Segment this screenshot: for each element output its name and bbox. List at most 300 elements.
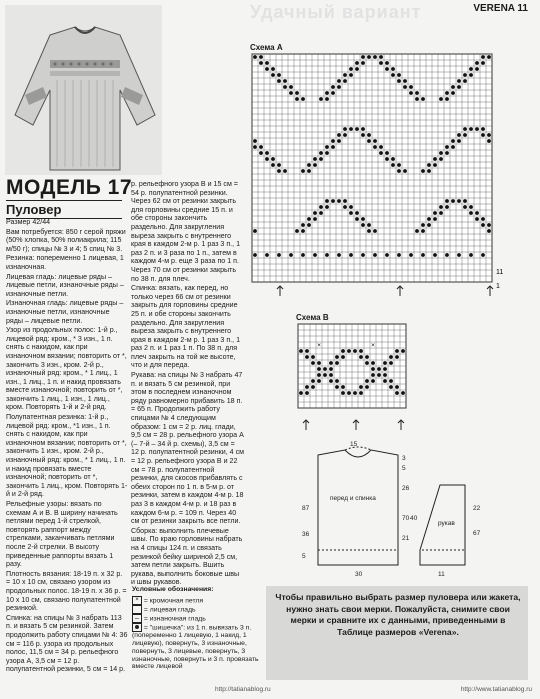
bobble-stitch [383, 367, 387, 371]
dim-shoulder: 3 [402, 455, 406, 462]
bobble-stitch [395, 355, 399, 359]
bobble-stitch [259, 145, 263, 149]
bobble-stitch [259, 151, 263, 155]
bobble-stitch [371, 379, 375, 383]
instructions-column-2 [131, 180, 244, 588]
bobble-stitch [457, 85, 461, 89]
bobble-stitch [397, 79, 401, 83]
bobble-stitch [481, 223, 485, 227]
front-continued-paragraph: р. рельефного узора В и 15 см = 54 р. полупатентной резинки. Через 62 см от резинки закрыть для горловины средние 15 п. и обе стороны закончить раздельно. Для закругления выреза закрыть с внутреннего края в каждом 2-м р. 1 раз 3 п., 1 раз 2 п. и 3 раза по 1 п., затем в каждом 4-м р. еще 3 раза по 1 п. Через 70 см от резинки закрыть по 38 п. для плеч. [131, 180, 241, 283]
bobble-stitch [349, 73, 353, 77]
cross-stitch: × [317, 341, 321, 349]
bobble-stitch [355, 61, 359, 65]
gauge-paragraph: Плотность вязания: 18-19 п. x 32 р. = 10 x 10 см, связано узором из продольных полос. 18-19 п. x 36 р. = 10 x 10 см, связано полупатентной резинкой. [6, 569, 127, 613]
bobble-stitch [355, 217, 359, 221]
bobble-stitch [433, 211, 437, 215]
dim-neck-depth: 5 [402, 465, 406, 472]
bobble-stitch [389, 361, 393, 365]
bobble-stitch [391, 157, 395, 161]
bobble-stitch [421, 169, 425, 173]
bobble-stitch [445, 199, 449, 203]
relief-patterns-paragraph: Рельефные узоры: вязать по схемам А и В. В ширину начинать петлями перед 1-й стрелкой, повторять раппорт между стрелками, заканчивать петлями после 2-й стрелки. В высоту приведенные раппорты вязать 1 разу. [6, 500, 118, 569]
bobble-stitch [439, 151, 443, 155]
bobble-stitch [397, 73, 401, 77]
bobble-stitch [391, 73, 395, 77]
bobble-stitch [341, 385, 345, 389]
bobble-stitch [289, 85, 293, 89]
dim-sleeve-lower: 67 [473, 530, 481, 537]
bobble-stitch [289, 253, 293, 257]
bobble-stitch [373, 229, 377, 233]
bobble-stitch [463, 79, 467, 83]
bobble-stitch [373, 145, 377, 149]
bobble-stitch [451, 139, 455, 143]
bobble-stitch [433, 253, 437, 257]
bobble-stitch [383, 373, 387, 377]
bobble-stitch [481, 253, 485, 257]
bobble-stitch [379, 151, 383, 155]
bobble-stitch [415, 229, 419, 233]
bobble-stitch [265, 61, 269, 65]
bobble-stitch [457, 133, 461, 137]
stripe-pattern-paragraph: Узор из продольных полос: 1-й р., лицевой ряд: кром., * 3 изн., 1 п. снять с накидом, как при изнаночном вязании; повторить от *, закончить 3 изн., кром. 2-й р., изнаночный ряд: кром., * 1 лиц., 1 изн., 1 лиц., 1 п. и накид провязать вместе изнаночной; повторить от *, закончить 1 лиц., 1 изн., 1 лиц., кром. Повторять 1-й и 2-й ряд. [6, 326, 127, 412]
bobble-stitch [451, 85, 455, 89]
legend [132, 586, 262, 671]
bobble-stitch [469, 205, 473, 209]
bobble-stitch [383, 361, 387, 365]
bobble-stitch [481, 55, 485, 59]
bobble-stitch [277, 79, 281, 83]
dim-sleeve-length: 40 [410, 515, 418, 522]
bobble-stitch [323, 367, 327, 371]
bobble-stitch [445, 253, 449, 257]
bobble-stitch [313, 217, 317, 221]
bobble-stitch [337, 133, 341, 137]
bobble-stitch [367, 55, 371, 59]
reverse-stockinette-paragraph: Изнаночная гладь: лицевые ряды – изнаночные петли, изнаночные ряды – лицевые петли. [6, 299, 124, 325]
dim-sleeve-upper: 22 [473, 505, 481, 512]
bobble-stitch [349, 205, 353, 209]
bobble-stitch [377, 373, 381, 377]
dim-yoke: 26 [402, 485, 410, 492]
pullover-illustration [5, 5, 162, 175]
back-paragraph: Спинка: на спицы № 3 набрать 113 п. и вязать 5 см резинкой. Затем продолжить работу спицами № 4: 36 см = 116 р. узора из продольных полос, 11,5 см = 34 р. рельефного узора А, 3,5 см = 12 р. полупатентной резинки, 5 см = 14 р. [6, 613, 128, 674]
bobble-stitch [415, 97, 419, 101]
bobble-stitch [283, 79, 287, 83]
bobble-stitch [481, 133, 485, 137]
bobble-stitch [361, 253, 365, 257]
bobble-stitch [421, 223, 425, 227]
edge-symbol: × [132, 596, 142, 605]
repeat-arrow [353, 420, 359, 430]
bobble-stitch [341, 349, 345, 353]
bobble-stitch [373, 139, 377, 143]
legend-item-edge: × = кромочная петля [132, 596, 262, 605]
bobble-stitch [359, 385, 363, 389]
bobble-stitch [427, 163, 431, 167]
bobble-stitch [445, 151, 449, 155]
bobble-stitch [427, 223, 431, 227]
pullover-photo [5, 5, 162, 175]
bobble-stitch [427, 217, 431, 221]
bobble-stitch [319, 97, 323, 101]
bobble-stitch [379, 145, 383, 149]
bobble-stitch [371, 361, 375, 365]
dim-stripes: 36 [302, 531, 310, 538]
bobble-stitch [401, 349, 405, 353]
bobble-stitch [331, 139, 335, 143]
model-subtitle: Пуловер [6, 200, 122, 219]
bobble-stitch [317, 367, 321, 371]
bobble-stitch [389, 385, 393, 389]
scheme-b-grid [296, 322, 426, 432]
bobble-stitch [469, 73, 473, 77]
bobble-stitch [469, 211, 473, 215]
purl-symbol: – [132, 614, 142, 623]
bobble-stitch [343, 133, 347, 137]
bobble-stitch [343, 205, 347, 209]
cross-stitch: × [371, 341, 375, 349]
scheme-a-grid [250, 52, 520, 298]
bobble-stitch [329, 373, 333, 377]
bobble-stitch [253, 145, 257, 149]
bobble-stitch [481, 61, 485, 65]
bobble-stitch [349, 211, 353, 215]
sleeve-label: рукав [438, 520, 455, 527]
bobble-stitch [451, 91, 455, 95]
bobble-stitch [445, 97, 449, 101]
bobble-stitch [457, 139, 461, 143]
bobble-stitch [265, 67, 269, 71]
bobble-stitch [439, 157, 443, 161]
bobble-symbol [132, 623, 142, 632]
bobble-stitch [337, 139, 341, 143]
bobble-stitch [319, 211, 323, 215]
bobble-stitch [445, 91, 449, 95]
bobble-stitch [487, 139, 491, 143]
bobble-stitch [359, 355, 363, 359]
bobble-stitch [325, 205, 329, 209]
bobble-stitch [265, 151, 269, 155]
bobble-stitch [487, 55, 491, 59]
section-heading: Удачный вариант [250, 2, 422, 22]
repeat-arrow [397, 286, 403, 296]
bobble-stitch [349, 253, 353, 257]
dim-cuff: 11 [438, 571, 445, 578]
bobble-stitch [305, 385, 309, 389]
bobble-stitch [463, 133, 467, 137]
bobble-stitch [265, 157, 269, 161]
bobble-stitch [385, 151, 389, 155]
size-note-box [266, 586, 528, 680]
bobble-stitch [487, 223, 491, 227]
scheme-a [250, 43, 520, 295]
bobble-stitch [409, 91, 413, 95]
bobble-stitch [313, 157, 317, 161]
bobble-stitch [355, 127, 359, 131]
bobble-stitch [361, 55, 365, 59]
bobble-stitch [289, 91, 293, 95]
bobble-stitch [367, 223, 371, 227]
bobble-stitch [451, 199, 455, 203]
bobble-stitch [283, 169, 287, 173]
bobble-stitch [271, 67, 275, 71]
legend-item-bobble: = "шишечка": из 1 п. вывязать 3 п. (попеременно 1 лицевую, 1 накид, 1 лицевую), повернуть, 3 изнаночные, повернуть, 3 лицевые, повернуть, 3 изнаночные, повернуть и 3 п. провязать вместе лицевой [132, 624, 259, 671]
legend-title: Условные обозначения: [132, 586, 214, 593]
bobble-stitch [395, 385, 399, 389]
bobble-stitch [253, 253, 257, 257]
bobble-stitch [331, 145, 335, 149]
bobble-stitch [329, 367, 333, 371]
bobble-stitch [397, 169, 401, 173]
bobble-stitch [335, 385, 339, 389]
back-paragraph-2: Спинка: вязать, как перед, но только через 66 см от резинки закрыть для горловины средние 25 п. и обе стороны закончить раздельно. Для закругления выреза закрыть с внутреннего края в каждом 2-м р. 1 раз 3 п., 1 раз 2 п. и 1 раз 1 п. По 38 п. для плеч закрыть на той же высоте, что и для переда. [131, 284, 241, 370]
bobble-stitch [317, 361, 321, 365]
bobble-stitch [337, 79, 341, 83]
bobble-stitch [335, 379, 339, 383]
bobble-stitch [487, 229, 491, 233]
bobble-stitch [371, 367, 375, 371]
bobble-stitch [349, 127, 353, 131]
bobble-stitch [385, 157, 389, 161]
bobble-stitch [463, 127, 467, 131]
bobble-stitch [361, 223, 365, 227]
bobble-stitch [307, 223, 311, 227]
footer-link-right[interactable]: http://www.tatianablog.ru [460, 686, 532, 693]
bobble-stitch [307, 169, 311, 173]
bobble-stitch [343, 127, 347, 131]
stockinette-paragraph: Лицевая гладь: лицевые ряды – лицевые петли, изнаночные ряды – изнаночные петли. [6, 272, 124, 298]
bobble-stitch [433, 217, 437, 221]
bobble-stitch [439, 211, 443, 215]
bobble-stitch [259, 61, 263, 65]
bobble-stitch [421, 229, 425, 233]
bobble-stitch [271, 157, 275, 161]
bobble-stitch [385, 67, 389, 71]
bobble-stitch [319, 205, 323, 209]
bobble-stitch [311, 355, 315, 359]
sleeves-paragraph: Рукава: на спицы № 3 набрать 47 п. и вязать 5 см резинкой, при этом в последнем изнаночном ряду равномерно прибавить 18 п. = 65 п. Продолжить работу спицами № 4 следующим образом: 1 см = 2 р. лиц. глади, 9,5 см = 28 р. рельефного узора А (– 7-й – 34 й р. схемы), 3,5 см = 12 р. полупатентной резинки, 4 см = 12 р. рельефного узора В и 22 см = 78 р. полупатентной резинки, для скосов прибавлять с обеих сторон по 1 п. в 5-м р. от резинки, затем в каждом 4-м р. 18 раз 3 в каждом 4-м р. и 18 раз в каждом 6-м р. = 109 п. Через 40 см от резинки закрыть все петли. [131, 371, 244, 526]
bobble-stitch [341, 355, 345, 359]
bobble-stitch [359, 349, 363, 353]
size-note-text: Чтобы правильно выбрать размер пуловера или жакета, нужно знать свои мерки. Пожалуйста, снимите свои мерки и сравните их с данными, приведенными в Таблице размеров «Verena». [275, 592, 521, 637]
bobble-stitch [353, 391, 357, 395]
bobble-stitch [421, 97, 425, 101]
bobble-stitch [277, 73, 281, 77]
bobble-stitch [433, 163, 437, 167]
bobble-stitch [469, 127, 473, 131]
bobble-stitch [343, 79, 347, 83]
bobble-stitch [457, 199, 461, 203]
bobble-stitch [481, 127, 485, 131]
legend-item-purl: – = изнаночная гладь [132, 614, 262, 623]
bobble-stitch [301, 169, 305, 173]
model-title: МОДЕЛЬ 17 [6, 176, 133, 199]
bobble-stitch [313, 253, 317, 257]
garment-pattern-diagram [290, 440, 535, 580]
bobble-stitch [329, 361, 333, 365]
bobble-stitch [359, 391, 363, 395]
bobble-stitch [305, 355, 309, 359]
bobble-stitch [349, 67, 353, 71]
magazine-brand: VERENA 11 [473, 3, 528, 14]
bobble-stitch [469, 67, 473, 71]
bobble-stitch [353, 349, 357, 353]
bobble-stitch [401, 391, 405, 395]
row-number: 11 [496, 269, 504, 276]
bobble-stitch [355, 211, 359, 215]
bobble-stitch [313, 211, 317, 215]
bobble-stitch [433, 157, 437, 161]
bobble-stitch [335, 361, 339, 365]
bobble-stitch [325, 91, 329, 95]
knit-symbol [132, 605, 142, 614]
bobble-stitch [481, 217, 485, 221]
bobble-stitch [331, 85, 335, 89]
bobble-stitch [325, 199, 329, 203]
size-line: Размер 42/44 [6, 218, 51, 226]
bobble-stitch [367, 229, 371, 233]
bobble-stitch [317, 373, 321, 377]
bobble-stitch [301, 97, 305, 101]
bobble-stitch [271, 73, 275, 77]
bobble-stitch [325, 145, 329, 149]
bobble-stitch [307, 217, 311, 221]
bobble-stitch [301, 229, 305, 233]
bobble-stitch [391, 67, 395, 71]
bobble-stitch [361, 61, 365, 65]
bobble-stitch [439, 205, 443, 209]
bobble-stitch [439, 97, 443, 101]
bobble-stitch [301, 253, 305, 257]
dim-length: 87 [302, 505, 310, 512]
repeat-arrow [487, 286, 493, 296]
dim-body: 70 [402, 515, 410, 522]
bobble-stitch [377, 367, 381, 371]
bobble-stitch [343, 73, 347, 77]
bobble-stitch [469, 253, 473, 257]
bobble-stitch [299, 391, 303, 395]
bobble-stitch [463, 205, 467, 209]
row-number: 1 [496, 283, 500, 290]
bobble-stitch [403, 79, 407, 83]
bobble-stitch [367, 133, 371, 137]
bobble-stitch [487, 133, 491, 137]
scheme-b [296, 313, 426, 433]
bobble-stitch [343, 199, 347, 203]
bobble-stitch [337, 85, 341, 89]
repeat-arrow [303, 420, 309, 430]
materials-paragraph: Вам потребуется: 850 г серой пряжи (50% хлопка, 50% полиакрила; 115 м/50 г); спицы № 3 и 4; 5 спиц № 3. [6, 227, 126, 253]
repeat-arrow [277, 286, 283, 296]
bobble-stitch [295, 97, 299, 101]
bobble-stitch [427, 169, 431, 173]
bobble-stitch [391, 163, 395, 167]
bobble-stitch [463, 73, 467, 77]
bobble-stitch [397, 253, 401, 257]
bobble-stitch [409, 85, 413, 89]
bobble-stitch [299, 349, 303, 353]
bobble-stitch [253, 139, 257, 143]
bobble-stitch [371, 373, 375, 377]
bobble-stitch [337, 253, 341, 257]
bobble-stitch [395, 391, 399, 395]
bobble-stitch [317, 379, 321, 383]
bobble-stitch [373, 253, 377, 257]
bobble-stitch [271, 163, 275, 167]
footer-link-left[interactable]: http://tatianablog.ru [215, 686, 271, 693]
bobble-stitch [319, 151, 323, 155]
instructions-column-1 [6, 218, 128, 675]
rib-paragraph: Резинка: попеременно 1 лицевая, 1 изнаночная. [6, 254, 124, 271]
bobble-stitch [341, 391, 345, 395]
repeat-arrow [398, 420, 404, 430]
bobble-stitch [361, 217, 365, 221]
bobble-stitch [463, 199, 467, 203]
assembly-paragraph: Сборка: выполнить плечевые швы. По краю горловины набрать на 4 спицы 124 п. и связать резинкой бейку шириной 2,5 см, затем петли закрыть. Вшить рукава, выполнить боковые швы и швы рукавов. [131, 526, 243, 587]
bobble-stitch [253, 55, 257, 59]
scheme-b-label: Схема В [296, 313, 329, 322]
dim-neck: 15 [350, 441, 358, 448]
bobble-stitch [325, 253, 329, 257]
bobble-stitch [335, 355, 339, 359]
bobble-stitch [347, 391, 351, 395]
bobble-stitch [389, 379, 393, 383]
half-fisherman-paragraph: Полупатентная резинка: 1-й р., лицевой ряд: кром., *1 изн., 1 п. снять с накидом, как при изнаночном вязании; повторить от *, закончить 1 изн., кром. 2-й р., изнаночный ряд: кром., * 1 лиц., 1 п. и накид провязать вместе изнаночной; повторить от *, закончить 1 лиц., кром. Повторять 1-й и 2-й ряд. [6, 413, 128, 499]
bobble-stitch [403, 85, 407, 89]
bobble-stitch [365, 379, 369, 383]
bobble-stitch [301, 223, 305, 227]
bobble-stitch [385, 61, 389, 65]
bobble-stitch [325, 97, 329, 101]
dim-lower: 21 [402, 535, 410, 542]
bobble-stitch [277, 169, 281, 173]
bobble-stitch [355, 67, 359, 71]
bobble-stitch [347, 349, 351, 353]
bobble-stitch [409, 253, 413, 257]
bobble-stitch [307, 163, 311, 167]
bobble-stitch [253, 229, 257, 233]
bobble-stitch [421, 253, 425, 257]
bobble-stitch [329, 379, 333, 383]
bobble-stitch [319, 157, 323, 161]
legend-item-knit: = лицевая гладь [132, 605, 262, 614]
bobble-stitch [383, 379, 387, 383]
bobble-stitch [361, 133, 365, 137]
bobble-stitch [325, 151, 329, 155]
bobble-stitch [311, 361, 315, 365]
bobble-stitch [457, 253, 461, 257]
dim-rib: 5 [302, 553, 306, 560]
bobble-stitch [415, 91, 419, 95]
scheme-a-label: Схема А [250, 43, 283, 52]
bobble-stitch [475, 127, 479, 131]
bobble-stitch [331, 199, 335, 203]
bobble-stitch [313, 163, 317, 167]
bobble-stitch [475, 211, 479, 215]
bobble-stitch [277, 253, 281, 257]
bobble-stitch [475, 217, 479, 221]
bobble-stitch [331, 91, 335, 95]
bobble-stitch [457, 79, 461, 83]
bobble-stitch [379, 55, 383, 59]
bobble-stitch [295, 229, 299, 233]
bobble-stitch [395, 349, 399, 353]
bobble-stitch [311, 385, 315, 389]
bobble-stitch [361, 127, 365, 131]
bobble-stitch [397, 163, 401, 167]
bobble-stitch [277, 163, 281, 167]
